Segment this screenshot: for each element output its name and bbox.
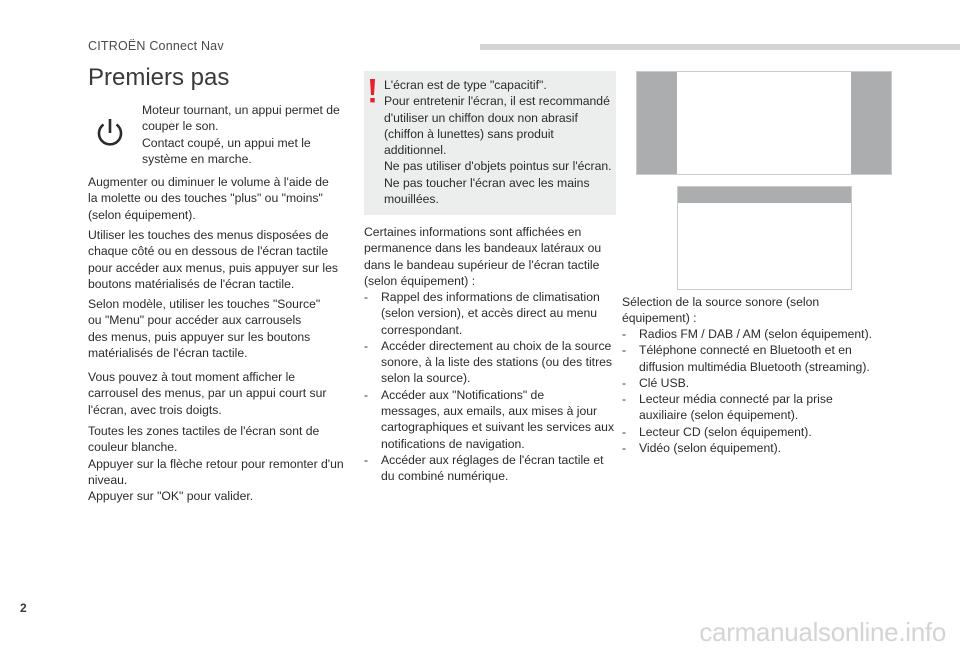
text-line: (selon version), et accès direct au menu <box>381 306 598 321</box>
text-line: (selon équipement) : <box>364 273 476 288</box>
text-line: permanence dans les bandeaux latéraux ou <box>364 241 602 256</box>
text-line: Lecteur CD (selon équipement). <box>639 424 812 439</box>
warning-text <box>384 77 612 207</box>
text-line: Utiliser les touches des menus disposées de <box>88 228 329 242</box>
list-item <box>364 338 614 387</box>
text-line: l'écran, avec trois doigts. <box>88 402 222 417</box>
list-dash: - <box>364 387 369 402</box>
list-item <box>622 375 872 391</box>
text-line: Téléphone connecté en Bluetooth et en <box>639 343 852 358</box>
screen-left-banner <box>637 72 677 174</box>
text-line: L'écran est de type "capacitif". <box>384 78 547 92</box>
banner-info-list <box>364 289 614 485</box>
text-line: Augmenter ou diminuer le volume à l'aide de <box>88 175 329 189</box>
list-dash: - <box>364 290 369 304</box>
banner-info-intro <box>364 224 601 289</box>
header-title: CITROËN Connect Nav <box>88 39 224 53</box>
text-line: d'utiliser un chiffon doux non abrasif <box>384 110 578 125</box>
text-line: niveau. <box>88 472 128 487</box>
text-line: Ne pas toucher l'écran avec les mains <box>384 175 590 190</box>
text-line: Ne pas utiliser d'objets pointus sur l'écran. <box>384 159 612 174</box>
text-line: Vous pouvez à tout moment afficher le <box>88 370 296 384</box>
list-dash: - <box>622 441 627 456</box>
paragraph-source <box>88 296 320 361</box>
list-dash: - <box>364 338 369 353</box>
text-line: Pour entretenir l'écran, il est recommandé <box>384 94 610 109</box>
text-line: couleur blanche. <box>88 440 178 455</box>
text-line: couper le son. <box>142 119 219 134</box>
text-line: carrousel des menus, par un appui court sur <box>88 386 327 401</box>
text-line: (chiffon à lunettes) sans produit <box>384 126 554 141</box>
text-line: Radios FM / DAB / AM (selon équipement). <box>639 327 873 341</box>
source-selection-intro <box>622 294 819 327</box>
text-line: Accéder directement au choix de la source <box>381 338 612 353</box>
text-line: boutons matérialisés de l'écran tactile. <box>88 276 295 291</box>
text-line: chaque côté ou en dessous de l'écran tactile <box>88 244 329 259</box>
list-item <box>622 440 872 456</box>
list-item <box>364 289 614 338</box>
text-line: sonore, à la liste des stations (ou des titres <box>381 355 613 370</box>
text-line: matérialisés de l'écran tactile. <box>88 345 248 360</box>
power-icon <box>93 116 127 150</box>
list-item <box>622 424 872 440</box>
text-line: Selon modèle, utiliser les touches "Source" <box>88 297 321 311</box>
header-bar <box>480 44 960 50</box>
page-number: 2 <box>20 601 27 615</box>
list-item <box>364 387 614 452</box>
text-line: auxiliaire (selon équipement). <box>639 408 799 423</box>
section-title: Premiers pas <box>88 64 230 91</box>
text-line: ou "Menu" pour accéder aux carrousels <box>88 313 302 328</box>
text-line: notifications de navigation. <box>381 436 525 451</box>
text-line: Contact coupé, un appui met le <box>142 135 311 150</box>
list-dash: - <box>622 343 627 358</box>
list-item <box>622 391 872 424</box>
paragraph-touch-zones <box>88 423 344 504</box>
text-line: Appuyer sur la flèche retour pour remonter d'un <box>88 456 344 471</box>
text-line: (selon équipement). <box>88 207 196 222</box>
text-line: correspondant. <box>381 322 463 337</box>
text-line: Lecteur média connecté par la prise <box>639 392 833 407</box>
text-line: des menus, puis appuyer sur les boutons <box>88 329 311 344</box>
text-line: Certaines informations sont affichées en <box>364 225 582 239</box>
watermark: carmanualsonline.info <box>699 617 946 647</box>
list-dash: - <box>364 452 369 467</box>
text-line: messages, aux emails, aux mises à jour <box>381 404 598 419</box>
source-selection-list <box>622 326 872 456</box>
paragraph-volume <box>88 174 329 223</box>
list-dash: - <box>622 424 627 439</box>
text-line: Vidéo (selon équipement). <box>639 441 782 456</box>
text-line: pour accéder aux menus, puis appuyer sur les <box>88 260 338 275</box>
screen-top-banner <box>678 187 851 203</box>
paragraph-carousel <box>88 369 326 418</box>
text-line: additionnel. <box>384 143 447 158</box>
text-line: dans le bandeau supérieur de l'écran tactile <box>364 257 600 272</box>
text-line: du combiné numérique. <box>381 469 509 484</box>
text-line: Rappel des informations de climatisation <box>381 290 600 304</box>
text-line: Accéder aux réglages de l'écran tactile et <box>381 452 604 467</box>
text-line: cartographiques et suivant les services aux <box>381 420 615 435</box>
text-line: équipement) : <box>622 311 697 326</box>
text-line: Clé USB. <box>639 375 690 390</box>
text-line: selon la source). <box>381 371 471 386</box>
text-line: Sélection de la source sonore (selon <box>622 295 820 309</box>
list-dash: - <box>622 327 627 341</box>
screen-right-banner <box>851 72 891 174</box>
list-item <box>364 452 614 485</box>
paragraph-menus <box>88 227 338 292</box>
list-dash: - <box>622 375 627 390</box>
exclamation-warning-icon <box>369 79 376 103</box>
text-line: Appuyer sur "OK" pour valider. <box>88 489 254 504</box>
text-line: système en marche. <box>142 151 252 166</box>
text-line: Accéder aux "Notifications" de <box>381 387 545 402</box>
list-item <box>622 326 872 342</box>
list-dash: - <box>622 392 627 407</box>
text-line: diffusion multimédia Bluetooth (streaming). <box>639 359 870 374</box>
text-line: Moteur tournant, un appui permet de <box>142 103 340 117</box>
power-description <box>142 102 340 167</box>
text-line: la molette ou des touches "plus" ou "moins" <box>88 191 323 206</box>
text-line: Toutes les zones tactiles de l'écran sont de <box>88 424 320 438</box>
text-line: mouillées. <box>384 192 439 207</box>
list-item <box>622 342 872 375</box>
